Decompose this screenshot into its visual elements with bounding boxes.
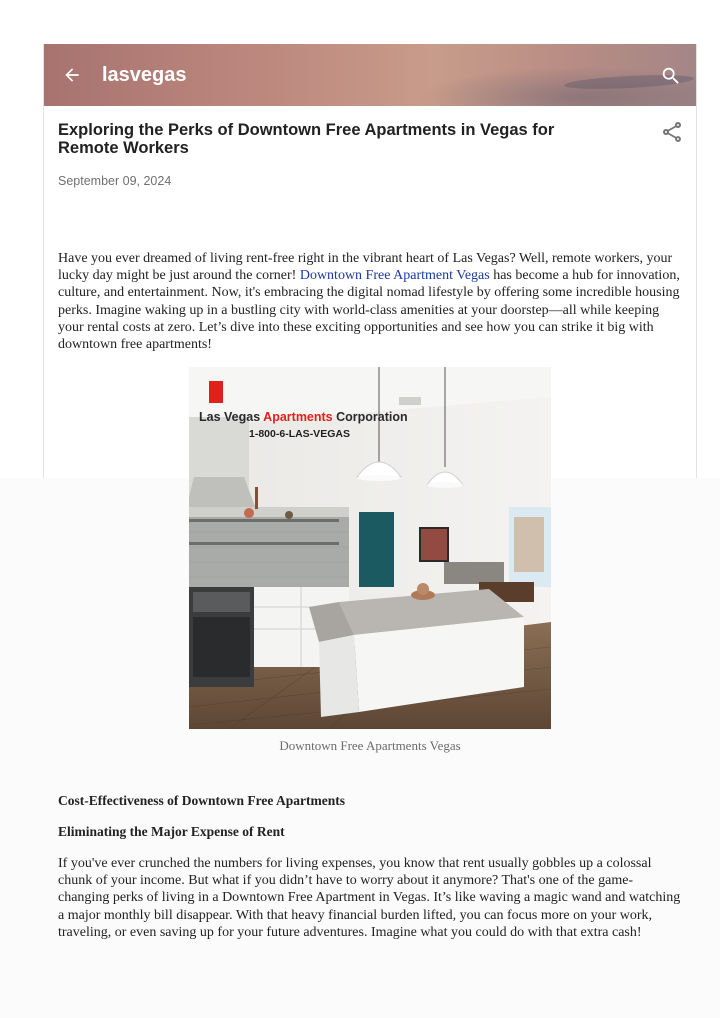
search-icon [660,65,682,87]
body-paragraph: If you've ever crunched the numbers for living expenses, you know that rent usually gobbles up a colossal chunk of your income. But what if you didn’t have to worry about it anymore? That's one of the game-changing perks of living in a Downtown Free Apartment in Vegas. It’s like waving a magic wand and watching a major monthly bill disappear. With that heavy financial burden lifted, you can focus more on your work, traveling, or even saving up for your future adventures. Imagine what you could do with that extra cash! [58,856,681,940]
blog-title[interactable]: lasvegas [102,64,187,86]
subsection-heading: Eliminating the Major Expense of Rent [58,824,285,839]
apartment-photo [189,367,551,729]
post-date: September 09, 2024 [58,174,172,188]
blog-header [44,44,696,106]
intro-text-start: Have you ever dreamed of living rent-free right in the vibrant heart of Las Vegas? Well, remote workers, your lucky day might be just around the corner! [58,251,673,284]
card-border-left [43,44,44,478]
logo-red-mark [209,381,223,403]
post-title: Exploring the Perks of Downtown Free Apartments in Vegas for Remote Workers [58,121,555,157]
kitchen-illustration [189,367,551,729]
intro-text-end: has become a hub for innovation, culture, and entertainment. Now, it's embracing the digital nomad lifestyle by offering some incredible housing perks. Imagine waking up in a bustling city with world-class amenities at your doorstep—all while keeping your rental costs at zero. Let’s dive into these exciting opportunities and see how you can strike it big with downtown free apartments! [58,268,680,353]
back-button[interactable] [58,61,86,89]
image-caption: Downtown Free Apartments Vegas [279,738,461,753]
downtown-free-apartment-link[interactable]: Downtown Free Apartment Vegas [299,268,490,284]
logo-company-name: Las Vegas Apartments Corporation [199,410,408,424]
logo-phone: 1-800-6-LAS-VEGAS [249,428,350,440]
section-heading: Cost-Effectiveness of Downtown Free Apartments [58,793,345,808]
arrow-left-icon [62,65,82,85]
share-button[interactable] [660,120,684,144]
card-border-right [696,44,697,478]
share-icon [660,120,684,144]
intro-paragraph [58,250,682,353]
search-button[interactable] [657,62,685,90]
